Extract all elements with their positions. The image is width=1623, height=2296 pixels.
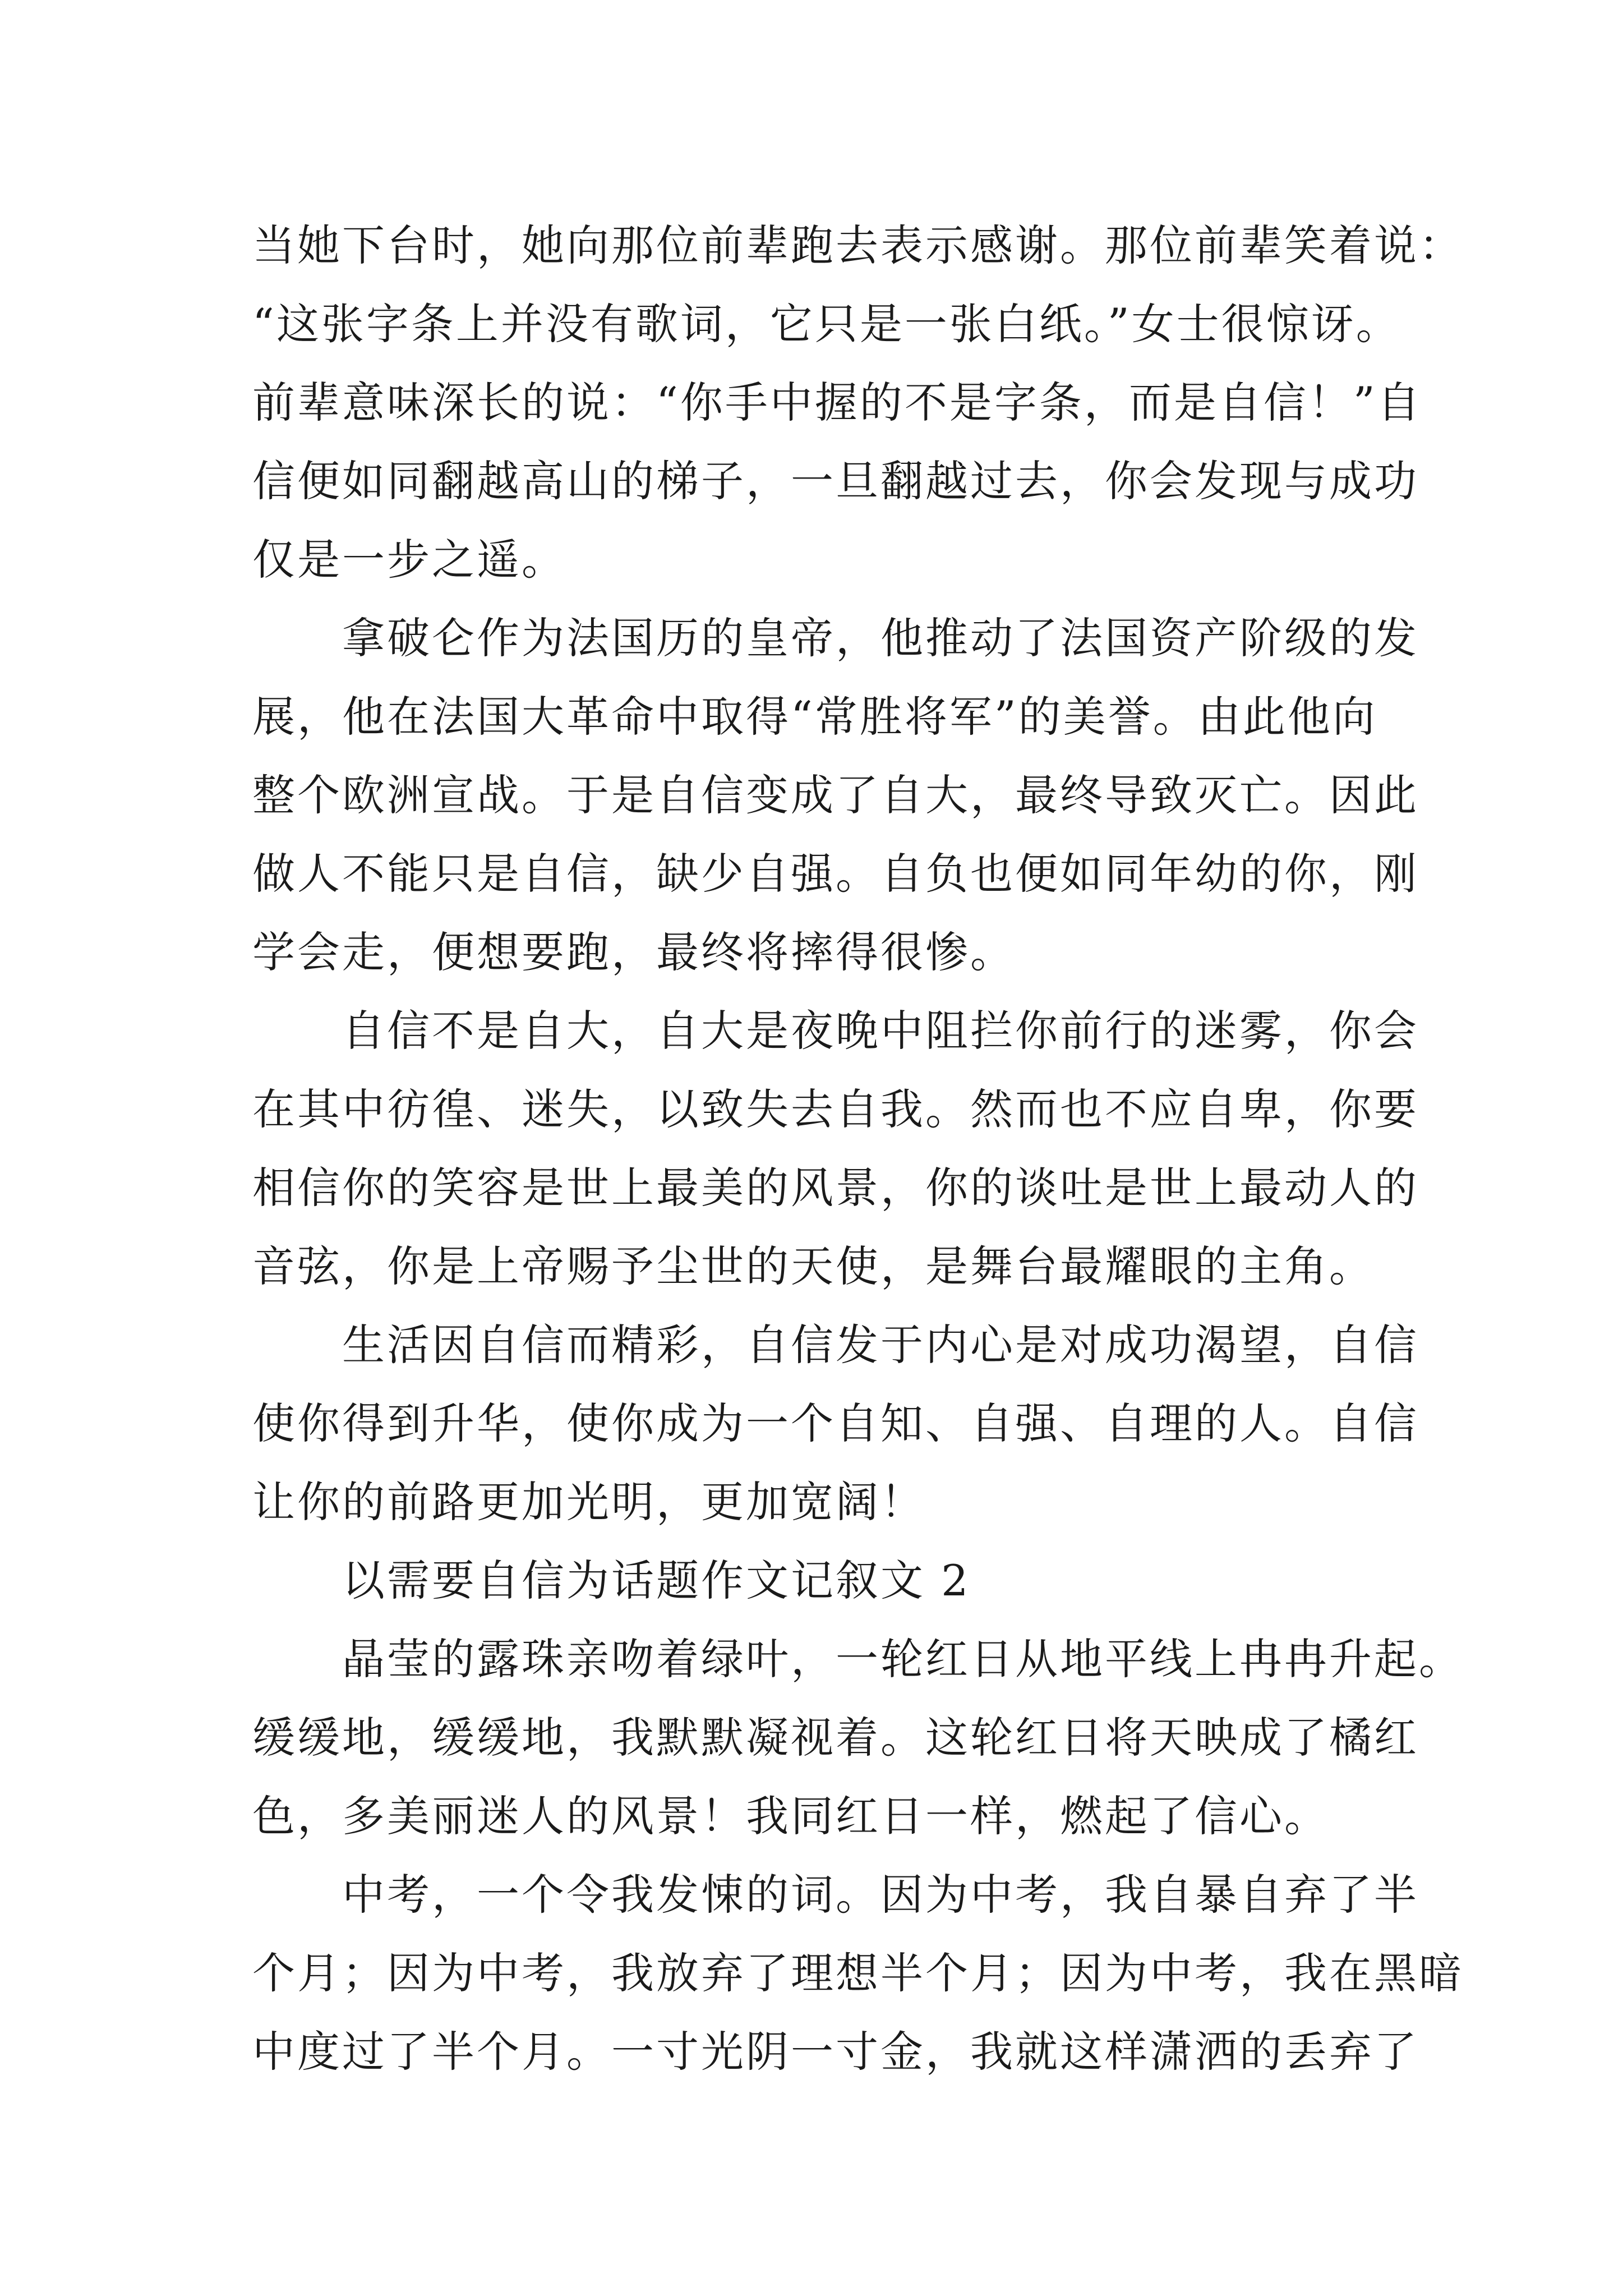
text-line: 缓缓地，缓缓地，我默默凝视着。这轮红日将天映成了橘红 — [252, 1713, 1419, 1763]
paragraph-first-line: 中考，一个令我发悚的词。因为中考，我自暴自弃了半 — [342, 1870, 1419, 1920]
text-line: 整个欧洲宣战。于是自信变成了自大，最终导致灭亡。因此 — [252, 770, 1419, 820]
text-line: 做人不能只是自信，缺少自强。自负也便如同年幼的你，刚 — [252, 849, 1419, 899]
text-line: 个月；因为中考，我放弃了理想半个月；因为中考，我在黑暗 — [252, 1948, 1464, 1998]
text-line: 当她下台时，她向那位前辈跑去表示感谢。那位前辈笑着说： — [252, 220, 1464, 270]
section-heading: 以需要自信为话题作文记叙文 2 — [342, 1556, 971, 1605]
text-line: 使你得到升华，使你成为一个自知、自强、自理的人。自信 — [252, 1398, 1419, 1448]
text-line: 仅是一步之遥。 — [252, 535, 566, 585]
text-line: 学会走，便想要跑，最终将摔得很惨。 — [252, 927, 1015, 977]
text-line: 音弦，你是上帝赐予尘世的天使，是舞台最耀眼的主角。 — [252, 1241, 1374, 1291]
text-line: 色，多美丽迷人的风景！我同红日一样，燃起了信心。 — [252, 1791, 1329, 1841]
paragraph-first-line: 晶莹的露珠亲吻着绿叶，一轮红日从地平线上冉冉升起。 — [342, 1634, 1464, 1684]
paragraph-first-line: 生活因自信而精彩，自信发于内心是对成功渴望，自信 — [342, 1320, 1419, 1370]
text-line: 信便如同翻越高山的梯子，一旦翻越过去，你会发现与成功 — [252, 456, 1419, 506]
text-line: 在其中彷徨、迷失，以致失去自我。然而也不应自卑，你要 — [252, 1084, 1419, 1134]
text-line: 让你的前路更加光明，更加宽阔！ — [252, 1477, 925, 1527]
text-line: “这张字条上并没有歌词，它只是一张白纸。”女士很惊讶。 — [252, 299, 1401, 349]
text-line: 展，他在法国大革命中取得“常胜将军”的美誉。由此他向 — [252, 692, 1377, 742]
document-body — [252, 206, 1464, 2091]
text-line: 相信你的笑容是世上最美的风景，你的谈吐是世上最动人的 — [252, 1163, 1419, 1213]
paragraph-first-line: 拿破仑作为法国历的皇帝，他推动了法国资产阶级的发 — [342, 613, 1419, 663]
text-line: 前辈意味深长的说：“你手中握的不是字条，而是自信！”自 — [252, 378, 1422, 427]
paragraph-first-line: 自信不是自大，自大是夜晚中阻拦你前行的迷雾，你会 — [342, 1006, 1419, 1056]
text-line: 中度过了半个月。一寸光阴一寸金，我就这样潇洒的丢弃了 — [252, 2027, 1419, 2077]
